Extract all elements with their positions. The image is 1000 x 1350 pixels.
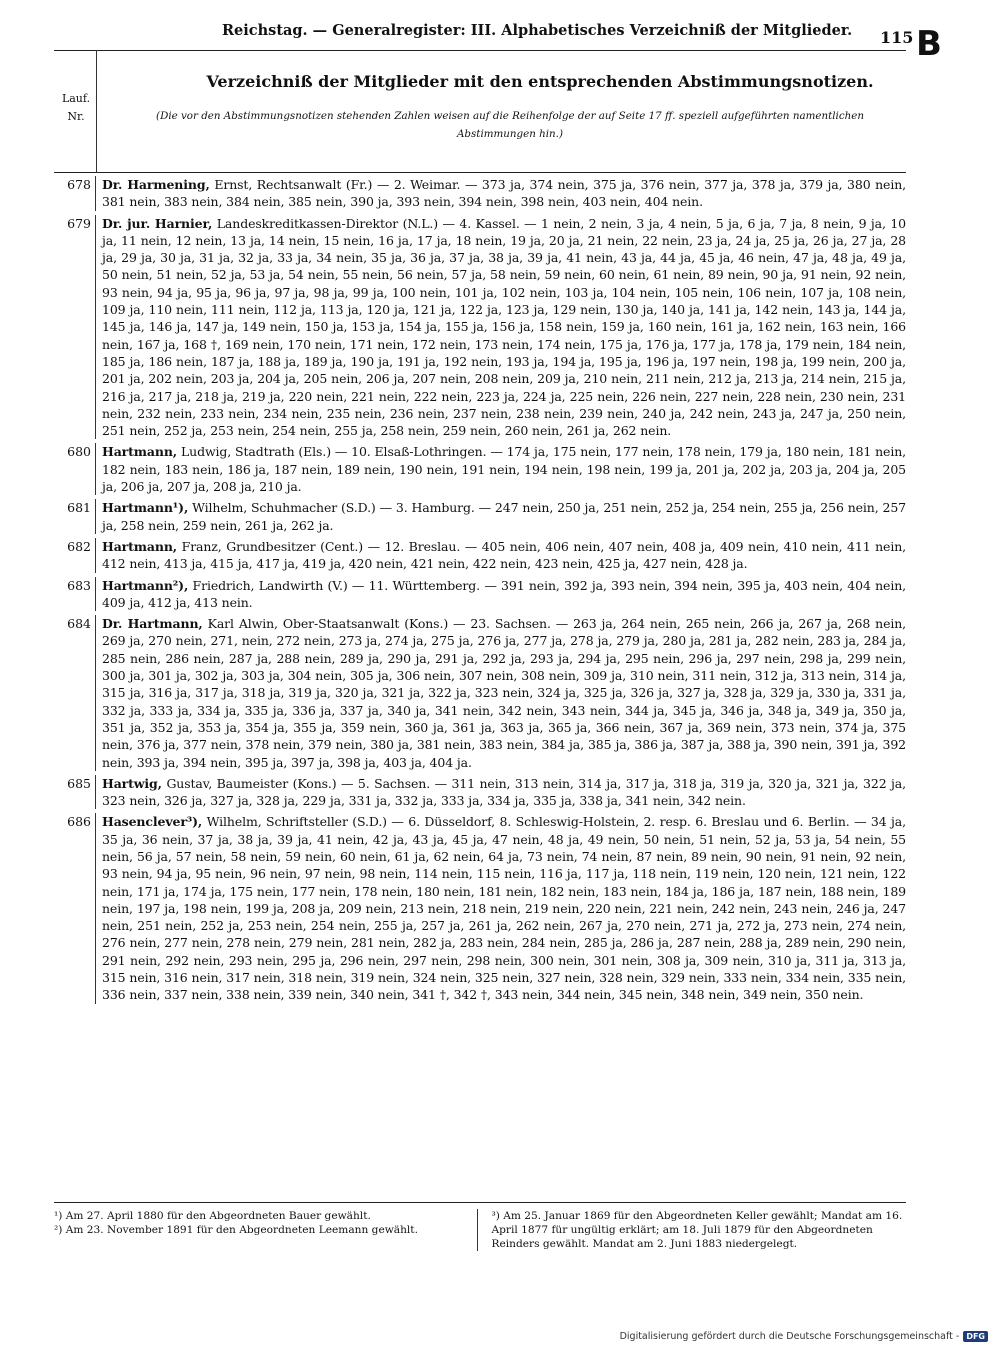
entry-number: 683	[56, 577, 96, 612]
member-details: Wilhelm, Schuhmacher (S.D.) — 3. Hamburg. — 247 nein, 250 ja, 251 nein, 252 ja, 254 nein, 255 ja, 256 nein, 257 ja, 258 nein, 259 nein, 261 ja, 262 ja.	[102, 500, 906, 533]
page-number: 115	[880, 28, 914, 47]
member-details: Franz, Grundbesitzer (Cent.) — 12. Breslau. — 405 nein, 406 nein, 407 nein, 408 ja, 409 nein, 410 nein, 411 nein, 412 nein, 413 ja, 415 ja, 417 ja, 419 ja, 420 nein, 421 nein, 422 nein, 423 nein, 425 ja, 427 nein, 428 ja.	[102, 538, 906, 572]
entry-number: 680	[56, 443, 96, 495]
member-entry	[56, 215, 906, 440]
member-name: Hartmann,	[102, 444, 178, 460]
credit-text: Digitalisierung gefördert durch die Deutsche Forschungsgemeinschaft -	[619, 1331, 960, 1342]
member-details: Karl Alwin, Ober-Staatsanwalt (Kons.) — 23. Sachsen. — 263 ja, 264 nein, 265 nein, 266 ja, 267 ja, 268 nein, 269 ja, 270 nein, 271, nein, 272 nein, 273 ja, 274 ja, 275 ja, 276 ja, 277 ja, 278 ja, 279 ja, 280 ja, 281 ja, 282 nein, 283 ja, 284 ja, 285 nein, 286 nein, 287 ja, 288 nein, 289 ja, 290 ja, 291 ja, 292 ja, 293 ja, 294 ja, 295 nein, 296 ja, 297 nein, 298 ja, 299 nein, 300 ja, 301 ja, 302 ja, 303 ja, 304 nein, 305 ja, 306 nein, 307 nein, 308 nein, 309 ja, 310 nein, 311 nein, 312 ja, 313 nein, 314 ja, 315 ja, 316 ja, 317 ja, 318 ja, 319 ja, 320 ja, 321 ja, 322 ja, 323 nein, 324 ja, 325 ja, 326 ja, 327 ja, 328 ja, 329 ja, 330 ja, 331 ja, 332 ja, 333 ja, 334 ja, 335 ja, 336 ja, 337 ja, 340 ja, 341 nein, 342 nein, 343 nein, 344 ja, 345 ja, 346 ja, 348 ja, 349 ja, 350 ja, 351 ja, 352 ja, 353 ja, 354 ja, 355 ja, 359 nein, 360 ja, 361 ja, 363 ja, 365 ja, 366 nein, 367 ja, 369 nein, 373 nein, 374 ja, 375 nein, 376 ja, 377 nein, 378 nein, 379 nein, 380 ja, 381 nein, 383 nein, 384 ja, 385 ja, 386 ja, 387 ja, 388 ja, 390 nein, 391 ja, 392 nein, 393 ja, 394 nein, 395 ja, 397 ja, 398 ja, 403 ja, 404 ja.	[102, 616, 907, 770]
footnote-column-right	[477, 1209, 907, 1251]
footnote-column-left	[54, 1209, 477, 1251]
running-head: Reichstag. — Generalregister: III. Alphabetisches Verzeichniß der Mitglieder.	[222, 22, 853, 39]
member-name: Hartmann²),	[102, 577, 189, 593]
member-name: Hartwig,	[102, 775, 162, 791]
entry-number: 686	[56, 813, 96, 1003]
entry-number: 682	[56, 538, 96, 573]
member-entry	[56, 538, 906, 573]
entry-text	[96, 443, 906, 495]
entry-text	[96, 538, 906, 573]
footnote: ³) Am 25. Januar 1869 für den Abgeordneten Keller gewählt; Mandat am 16. April 1877 für ungültig erklärt; am 18. Juli 1879 für den Abgeordneten Reinders gewählt. Mandat am 2. Juni 1883 niedergelegt.	[491, 1210, 903, 1250]
digitization-credit	[620, 1331, 988, 1342]
entry-number: 685	[56, 775, 96, 810]
member-entry	[56, 443, 906, 495]
member-name: Hartmann¹),	[102, 500, 189, 516]
member-name: Dr. Hartmann,	[102, 616, 203, 632]
member-name: Hartmann,	[102, 538, 178, 554]
member-details: Wilhelm, Schriftsteller (S.D.) — 6. Düsseldorf, 8. Schleswig-Holstein, 2. resp. 6. Breslau und 6. Berlin. — 34 ja, 35 ja, 36 nein, 37 ja, 38 ja, 39 ja, 41 nein, 42 ja, 43 ja, 45 ja, 47 nein, 48 ja, 49 nein, 50 nein, 51 nein, 52 ja, 53 ja, 54 nein, 55 nein, 56 ja, 57 nein, 58 nein, 59 nein, 60 nein, 61 ja, 62 nein, 64 ja, 73 nein, 74 nein, 87 nein, 89 nein, 90 nein, 91 nein, 92 nein, 93 nein, 94 ja, 95 nein, 96 nein, 97 nein, 98 nein, 114 nein, 115 nein, 116 ja, 117 ja, 118 nein, 119 nein, 120 nein, 121 nein, 122 nein, 171 ja, 174 ja, 175 nein, 177 nein, 178 nein, 180 nein, 181 nein, 182 nein, 183 nein, 184 ja, 186 ja, 187 nein, 188 nein, 189 nein, 197 ja, 198 nein, 199 ja, 208 ja, 209 nein, 213 nein, 218 nein, 219 nein, 220 nein, 221 nein, 242 nein, 243 nein, 246 ja, 247 nein, 251 nein, 252 ja, 253 nein, 254 nein, 255 ja, 257 ja, 261 ja, 262 nein, 267 ja, 270 nein, 271 ja, 272 ja, 273 nein, 274 nein, 276 nein, 277 nein, 278 nein, 279 nein, 281 nein, 282 ja, 283 nein, 284 nein, 285 ja, 286 ja, 287 nein, 288 ja, 289 nein, 290 nein, 291 nein, 292 nein, 293 nein, 295 ja, 296 nein, 297 nein, 298 nein, 300 nein, 301 nein, 308 ja, 309 nein, 310 ja, 311 ja, 313 ja, 315 nein, 316 nein, 317 nein, 318 nein, 319 nein, 324 nein, 325 nein, 327 nein, 328 nein, 329 nein, 333 nein, 334 nein, 335 nein, 336 nein, 337 nein, 338 nein, 339 nein, 340 nein, 341 †, 342 †, 343 nein, 344 nein, 345 nein, 348 nein, 349 nein, 350 nein.	[102, 814, 906, 1003]
dfg-logo: DFG	[963, 1331, 988, 1342]
footnotes	[54, 1209, 906, 1251]
member-details: Friedrich, Landwirth (V.) — 11. Württemberg. — 391 nein, 392 ja, 393 nein, 394 nein, 395 ja, 403 nein, 404 nein, 409 ja, 412 ja, 413 nein.	[102, 577, 906, 610]
member-name: Dr. Harmening,	[102, 177, 210, 192]
member-details: Ludwig, Stadtrath (Els.) — 10. Elsaß-Lothringen. — 174 ja, 175 nein, 177 nein, 178 nein, 179 ja, 180 nein, 181 nein, 182 nein, 183 nein, 186 ja, 187 nein, 189 nein, 190 nein, 191 nein, 194 nein, 198 nein, 199 ja, 201 ja, 202 ja, 203 ja, 204 ja, 205 ja, 206 ja, 207 ja, 208 ja, 210 ja.	[102, 444, 907, 495]
running-number-header-line2: Nr.	[67, 110, 85, 123]
member-entry	[56, 813, 906, 1003]
member-list	[56, 176, 906, 1008]
entry-text	[96, 499, 906, 534]
member-entry	[56, 577, 906, 612]
member-entry	[56, 499, 906, 534]
running-number-header-line1: Lauf.	[61, 92, 91, 105]
entry-text	[96, 775, 906, 810]
entry-text	[96, 813, 906, 1003]
table-header-rule	[54, 172, 906, 173]
section-letter: B	[916, 24, 942, 64]
member-name: Hasenclever³),	[102, 814, 203, 830]
footnote: ¹) Am 27. April 1880 für den Abgeordneten Bauer gewählt.	[54, 1210, 371, 1222]
member-name: Dr. jur. Harnier,	[102, 215, 213, 231]
member-details: Ernst, Rechtsanwalt (Fr.) — 2. Weimar. — 373 ja, 374 nein, 375 ja, 376 nein, 377 ja, 378 ja, 379 ja, 380 nein, 381 nein, 383 nein, 384 nein, 385 nein, 390 ja, 393 nein, 394 nein, 398 nein, 403 nein, 404 nein.	[102, 177, 906, 210]
entry-number: 679	[56, 215, 96, 440]
member-entry	[56, 615, 906, 771]
entry-text	[96, 577, 906, 612]
entry-number: 681	[56, 499, 96, 534]
member-entry	[56, 176, 906, 211]
table-subtitle: (Die vor den Abstimmungsnotizen stehenden Zahlen weisen auf die Reihenfolge der auf Seite 17 ff. speziell aufgeführten namentlichen Abstimmungen hin.)	[156, 110, 864, 140]
entry-number: 684	[56, 615, 96, 771]
footnote: ²) Am 23. November 1891 für den Abgeordneten Leemann gewählt.	[54, 1224, 418, 1236]
entry-text	[96, 615, 906, 771]
entry-text	[96, 215, 906, 440]
entry-number: 678	[56, 176, 96, 211]
member-details: Landeskreditkassen-Direktor (N.L.) — 4. Kassel. — 1 nein, 2 nein, 3 ja, 4 nein, 5 ja, 6 ja, 7 ja, 8 nein, 9 ja, 10 ja, 11 nein, 12 nein, 13 ja, 14 nein, 15 nein, 16 ja, 17 ja, 18 nein, 19 ja, 20 ja, 21 nein, 22 nein, 23 ja, 24 ja, 25 ja, 26 ja, 27 ja, 28 ja, 29 ja, 30 ja, 31 ja, 32 ja, 33 ja, 34 nein, 35 ja, 36 ja, 37 ja, 38 ja, 39 ja, 41 nein, 43 ja, 44 ja, 45 ja, 46 nein, 47 ja, 48 ja, 49 ja, 50 nein, 51 nein, 52 ja, 53 ja, 54 nein, 55 nein, 56 nein, 57 ja, 58 nein, 59 nein, 60 nein, 61 nein, 89 nein, 90 ja, 91 nein, 92 nein, 93 nein, 94 ja, 95 ja, 96 ja, 97 ja, 98 ja, 99 ja, 100 nein, 101 ja, 102 nein, 103 ja, 104 nein, 105 nein, 106 nein, 107 ja, 108 nein, 109 ja, 110 nein, 111 nein, 112 ja, 113 ja, 120 ja, 121 ja, 122 ja, 123 ja, 129 nein, 130 ja, 140 ja, 141 ja, 142 nein, 143 ja, 144 ja, 145 ja, 146 ja, 147 ja, 149 nein, 150 ja, 153 ja, 154 ja, 155 ja, 156 ja, 158 nein, 159 ja, 160 nein, 161 ja, 162 nein, 163 nein, 166 nein, 167 ja, 168 †, 169 nein, 170 nein, 171 nein, 172 nein, 173 nein, 174 nein, 175 ja, 176 ja, 177 ja, 178 ja, 179 nein, 184 nein, 185 ja, 186 nein, 187 ja, 188 ja, 189 ja, 190 ja, 191 ja, 192 nein, 193 ja, 194 ja, 195 ja, 196 ja, 197 nein, 198 ja, 199 nein, 200 ja, 201 ja, 202 nein, 203 ja, 204 ja, 205 nein, 206 ja, 207 nein, 208 nein, 209 ja, 210 nein, 211 nein, 212 ja, 213 ja, 214 nein, 215 ja, 216 ja, 217 ja, 218 ja, 219 ja, 220 nein, 221 nein, 222 nein, 223 ja, 224 ja, 225 nein, 226 nein, 227 nein, 228 nein, 230 nein, 231 nein, 232 nein, 233 nein, 234 nein, 235 nein, 236 nein, 237 nein, 238 nein, 239 nein, 240 ja, 242 nein, 243 ja, 247 ja, 250 nein, 251 nein, 252 ja, 253 nein, 254 nein, 255 ja, 258 nein, 259 nein, 260 nein, 261 ja, 262 nein.	[102, 215, 906, 439]
header-rule	[54, 50, 906, 51]
running-number-column-header	[56, 90, 96, 126]
table-title: Verzeichniß der Mitglieder mit den entsprechenden Abstimmungsnotizen.	[206, 72, 874, 91]
member-entry	[56, 775, 906, 810]
entry-text	[96, 176, 906, 211]
member-details: Gustav, Baumeister (Kons.) — 5. Sachsen. — 311 nein, 313 nein, 314 ja, 317 ja, 318 ja, 319 ja, 320 ja, 321 ja, 322 ja, 323 nein, 326 ja, 327 ja, 328 ja, 229 ja, 331 ja, 332 ja, 333 ja, 334 ja, 335 ja, 338 ja, 341 nein, 342 nein.	[102, 775, 906, 809]
footnote-rule	[54, 1202, 906, 1203]
header-column-divider	[96, 50, 97, 173]
